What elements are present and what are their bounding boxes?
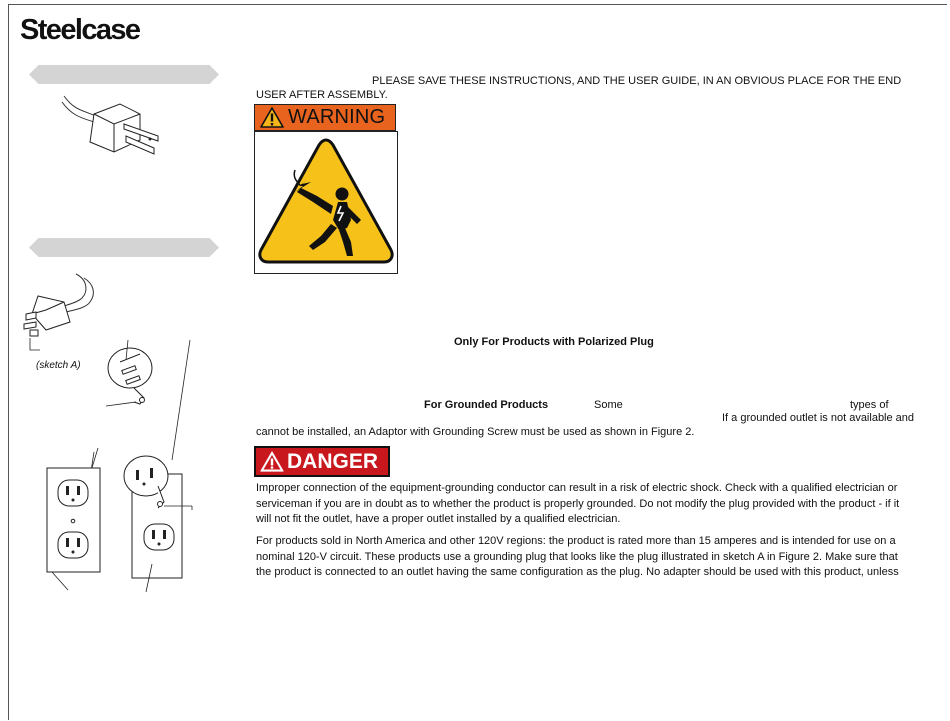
- sketch-a-label: (sketch A): [36, 360, 81, 371]
- north-america-line1: For products sold in North America and other 120V regions: the product is rated more than 15 amperes and is intended for use on a: [256, 535, 896, 547]
- grounded-types-of: types of: [850, 399, 889, 411]
- polarized-plug-heading: Only For Products with Polarized Plug: [454, 336, 654, 348]
- grounded-line3: cannot be installed, an Adaptor with Grounding Screw must be used as shown in Figure 2.: [256, 426, 695, 438]
- grounded-products-heading: For Grounded Products: [424, 399, 549, 411]
- grounded-line2: If a grounded outlet is not available and: [722, 412, 915, 424]
- grounding-adaptor-illustration: [100, 336, 200, 426]
- save-notice-line1: PLEASE SAVE THESE INSTRUCTIONS, AND THE USER GUIDE, IN AN OBVIOUS PLACE FOR THE END: [372, 75, 902, 87]
- north-america-line2: nominal 120-V circuit. These products use a grounding plug that looks like the plug illustrated in sketch A in Figure 2. Make sure that: [256, 550, 898, 563]
- danger-label: DANGER: [287, 449, 379, 473]
- grounding-plug-sketch-a: [14, 270, 104, 360]
- electric-shock-icon: [255, 132, 397, 273]
- warning-pictogram: [254, 131, 398, 274]
- duplex-outlet-illustration: [40, 446, 110, 596]
- danger-line2: serviceman if you are in doubt as to whether the product is properly grounded. Do not modify the plug provided with the product - if it: [256, 497, 900, 510]
- steelcase-logo: Steelcase: [20, 14, 140, 46]
- danger-line1: Improper connection of the equipment-grounding conductor can result in a risk of electric shock. Check with a qualified electrician or: [256, 482, 898, 494]
- danger-line3: will not fit the outlet, have a proper outlet installed by a qualified electrician.: [256, 513, 621, 525]
- polarized-plug-illustration: [60, 92, 180, 172]
- north-america-line3: the product is connected to an outlet having the same configuration as the plug. No adapter should be used with this product, unless: [256, 566, 899, 578]
- danger-triangle-icon: [260, 451, 284, 472]
- warning-badge: [254, 104, 396, 131]
- danger-badge: [254, 446, 390, 477]
- warning-triangle-icon: [260, 107, 284, 128]
- warning-label: WARNING: [288, 106, 386, 128]
- north-america-paragraph: [256, 534, 936, 581]
- grounded-some: Some: [594, 399, 623, 411]
- danger-paragraph: [256, 481, 936, 528]
- outlet-with-adaptor-illustration: [118, 446, 208, 596]
- section-tab-2: [29, 238, 219, 257]
- save-notice-line2: USER AFTER ASSEMBLY.: [256, 89, 388, 101]
- section-tab-1: [29, 65, 219, 84]
